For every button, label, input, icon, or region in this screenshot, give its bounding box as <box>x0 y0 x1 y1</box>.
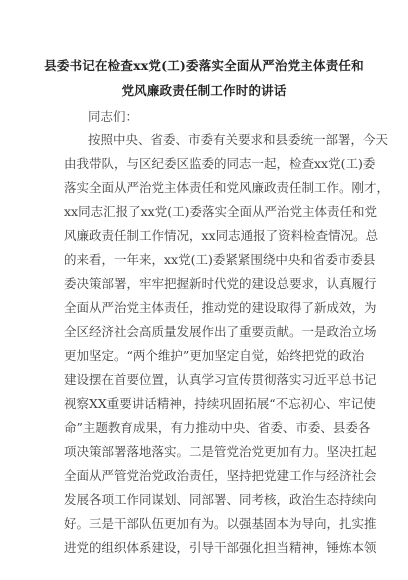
paragraph-line: 更加坚定。“两个维护”更加坚定自觉，始终把党的政治 <box>64 348 365 363</box>
paragraph-line: 落实全面从严治党主体责任和党风廉政责任制工作。刚才， <box>64 180 390 195</box>
paragraph-line: 风廉政责任制工作情况，xx同志通报了资料检查情况。总 <box>64 228 379 243</box>
paragraph-line: 全面从严治党主体责任，推动党的建设取得了新成效，为 <box>64 300 377 315</box>
paragraph-line: 好。三是干部队伍更加有为。以强基固本为导向，扎实推 <box>64 516 377 531</box>
paragraph-line: 全面从严管党治党政治责任，坚持把党建工作与经济社会 <box>64 468 377 483</box>
paragraph-line: 命”主题教育成果，有力推动中央、省委、市委、县委各 <box>64 420 371 435</box>
paragraph-line: 视察XX重要讲话精神，持续巩固拓展“不忘初心、牢记使 <box>64 396 376 411</box>
paragraph-line: xx同志汇报了xx党(工)委落实全面从严治党主体责任和党 <box>64 204 377 219</box>
paragraph-line: 项决策部署落地落实。二是管党治党更加有力。坚决扛起 <box>64 444 377 459</box>
document-title-line-2: 党风廉政责任制工作时的讲话 <box>121 83 287 98</box>
paragraph-line: 发展各项工作同谋划、同部署、同考核，政治生态持续向 <box>64 492 377 507</box>
salutation: 同志们： <box>88 109 139 124</box>
paragraph-line: 委决策部署，牢牢把握新时代党的建设总要求，认真履行 <box>64 276 377 291</box>
paragraph-line: 建设摆在首要位置，认真学习宣传贯彻落实习近平总书记 <box>64 372 377 387</box>
document-title-line-1: 县委书记在检查xx党(工)委落实全面从严治党主体责任和 <box>44 58 364 73</box>
paragraph-line: 的来看，一年来，xx党(工)委紧紧围绕中央和省委市委县 <box>64 252 376 267</box>
paragraph-line: 进党的组织体系建设，引导干部强化担当精神，锤炼本领 <box>64 540 377 555</box>
paragraph-line: 全区经济社会高质量发展作出了重要贡献。一是政治立场 <box>64 324 377 339</box>
paragraph-line: 按照中央、省委、市委有关要求和县委统一部署，今天 <box>88 132 389 147</box>
paragraph-line: 由我带队，与区纪委区监委的同志一起，检查xx党(工)委 <box>64 156 376 171</box>
